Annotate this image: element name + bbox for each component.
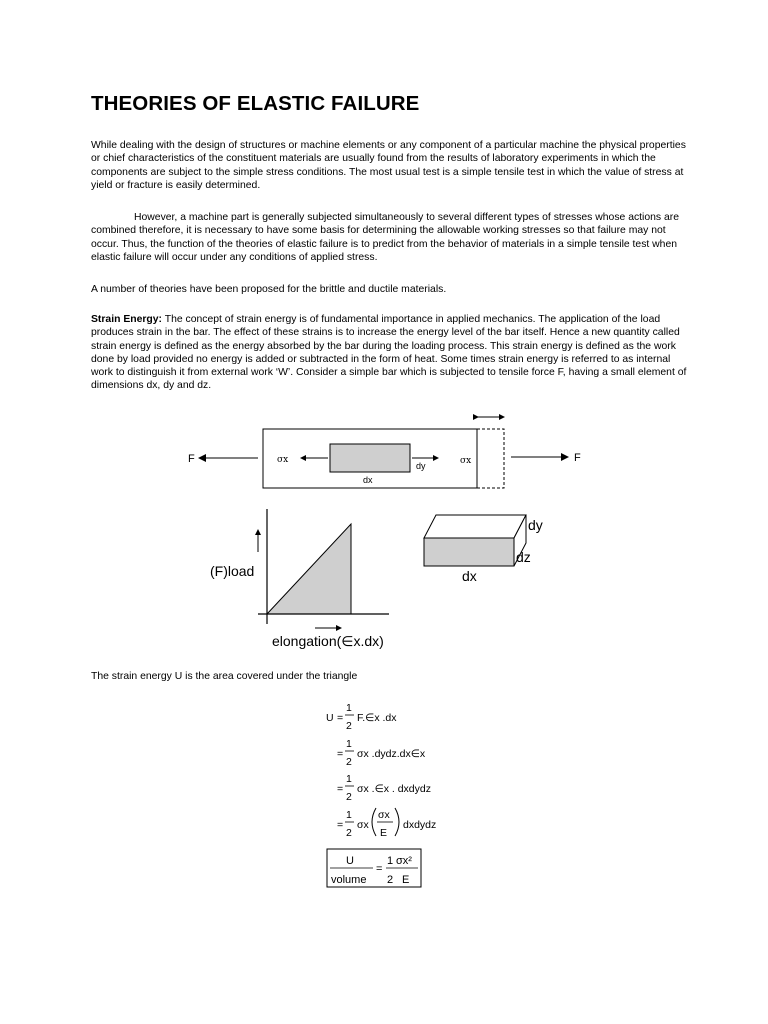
page-title: THEORIES OF ELASTIC FAILURE (91, 92, 420, 115)
sigma-right-label: σx (460, 456, 472, 466)
result-u: U (346, 855, 354, 867)
result-volume: volume (331, 874, 367, 886)
graph-x-label: elongation(∈x.dx) (272, 633, 384, 649)
equation-line-1 (326, 702, 397, 732)
result-one: 1 (387, 855, 394, 867)
equation-line-4 (337, 808, 436, 839)
result-e: E (402, 874, 410, 886)
equation-line-3 (337, 773, 431, 803)
intro-paragraph: While dealing with the design of structures or machine elements or any component of a particular machine the physical properties or chief characteristics of the constituent materials are usually found from the results of laboratory experiments in which the components are subject to the simple stress conditions. The most usual test is a simple tensile test in which the value of stress at yield or fracture is easily determined. (91, 140, 686, 191)
eq2-body: σx .dydz.dx∈x (357, 748, 426, 760)
result-sigma-squared: σx² (396, 855, 412, 867)
eq4-inner-denominator: E (380, 827, 388, 839)
eq3-denominator: 2 (346, 791, 352, 803)
result-two: 2 (387, 874, 394, 886)
second-paragraph-text: However, a machine part is generally subjected simultaneously to several different types of stresses whose actions are combined therefore, it is necessary to have some basis for determining the allowable working stresses so that failure may not occur. Thus, the function of the theories of elastic failure is to predict from the behavior of materials in a simple tensile test when elastic failure will occur under any conditions of applied stress. (91, 212, 680, 263)
theories-paragraph: A number of theories have been proposed for the brittle and ductile materials. (91, 284, 447, 295)
equation-line-2 (337, 738, 426, 768)
eq2-equals: = (337, 748, 344, 760)
eq4-inner-numerator: σx (378, 809, 390, 821)
eq4-sigma: σx (357, 819, 369, 831)
eq1-equals: = (337, 712, 344, 724)
eq2-denominator: 2 (346, 756, 352, 768)
strain-energy-triangle-note: The strain energy U is the area covered under the triangle (91, 671, 358, 682)
eq1-body: F.∈x .dx (357, 712, 397, 724)
block-dx-label: dx (462, 568, 477, 584)
strain-energy-heading: Strain Energy: (91, 314, 163, 325)
eq4-equals: = (337, 819, 344, 831)
element-dx-label: dx (363, 475, 373, 485)
eq4-left-paren (372, 808, 376, 836)
eq1-numerator: 1 (346, 702, 352, 714)
sigma-left-label: σx (277, 455, 289, 465)
boxed-result-equation (327, 849, 421, 887)
graph-y-label: (F)load (210, 563, 255, 579)
eq3-numerator: 1 (346, 773, 352, 785)
force-right-label: F (574, 452, 581, 464)
strain-energy-text: The concept of strain energy is of fundamental importance in applied mechanics. The application of the load produces strain in the bar. The effect of these strains is to increase the energy level of the bar itself. Hence a new quantity called strain energy is defined as the energy absorbed by the bar during the loading process. This strain energy is defined as the work done by load provided no energy is added or subtracted in the form of heat. Some times strain energy is referred to as internal work to distinguish it from external work ‘W’. Consider a simple bar which is subjected to tensile force F, having a small element of dimensions dx, dy and dz. (91, 314, 687, 392)
eq4-denominator: 2 (346, 827, 352, 839)
force-left-label: F (188, 453, 195, 465)
result-equals: = (376, 863, 383, 875)
eq4-tail: dxdydz (403, 819, 437, 831)
element-dy-label: dy (416, 461, 426, 471)
eq4-right-paren (395, 808, 399, 836)
eq4-numerator: 1 (346, 809, 352, 821)
eq2-numerator: 1 (346, 738, 352, 750)
eq1-denominator: 2 (346, 720, 352, 732)
eq1-u: U (326, 712, 334, 724)
eq3-body: σx .∈x . dxdydz (357, 783, 431, 795)
block-dy-label: dy (528, 517, 543, 533)
eq3-equals: = (337, 783, 344, 795)
block-dz-label: dz (516, 549, 531, 565)
